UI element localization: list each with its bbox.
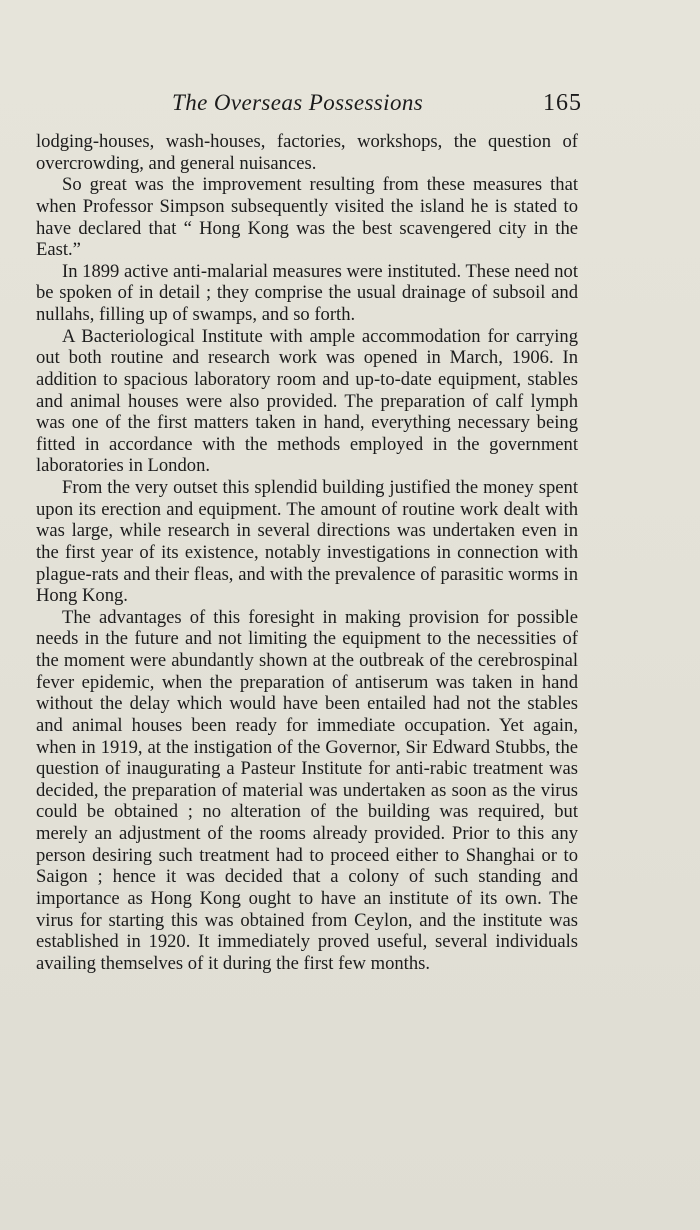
paragraph-anti-malarial: In 1899 active anti-malarial measures were instituted. These need not be spoken of in detail ; they comprise the usual drainage of subsoil and nullahs, filling up of swamps, and so forth. xyxy=(36,260,578,325)
paragraph-improvement: So great was the improvement resulting from these measures that when Professor Simpson subsequently visited the island he is stated to have declared that “ Hong Kong was the best scavengered city in the East.” xyxy=(36,174,578,261)
paragraph-outset: From the very outset this splendid building justified the money spent upon its erection and equipment. The amount of routine work dealt with was large, while research in several directions was undertaken even in the first year of its existence, notably investigations in connection with plague-rats and their fleas, and with the prevalence of parasitic worms in Hong Kong. xyxy=(36,477,578,607)
paragraph-continuation: lodging-houses, wash-houses, factories, workshops, the question of overcrowding, and general nuisances. xyxy=(36,131,578,174)
running-title: The Overseas Possessions xyxy=(172,90,424,115)
paragraph-bacteriological-institute: A Bacteriological Institute with ample accommodation for carrying out both routine and research work was opened in March, 1906. In addition to spacious laboratory room and up-to-date equipment, stables and animal houses were also provided. The preparation of calf lymph was one of the first matters taken in hand, everything necessary being fitted in accordance with the methods employed in the government laboratories in London. xyxy=(36,325,578,477)
running-header xyxy=(36,86,582,120)
paragraph-foresight: The advantages of this foresight in making provision for possible needs in the future and not limiting the equipment to the necessities of the moment were abundantly shown at the outbreak of the cerebrospinal fever epidemic, when the preparation of antiserum was taken in hand without the delay which would have been entailed had not the stables and animal houses been ready for immediate occupation. Yet again, when in 1919, at the instigation of the Governor, Sir Edward Stubbs, the question of inaugurating a Pasteur Institute for anti-rabic treatment was decided, the preparation of material was undertaken as soon as the virus could be obtained ; no alteration of the building was required, but merely an adjustment of the rooms already provided. Prior to this any person desiring such treatment had to proceed either to Shanghai or to Saigon ; hence it was decided that a colony of such standing and importance as Hong Kong ought to have an institute of its own. The virus for starting this was obtained from Ceylon, and the institute was established in 1920. It immediately proved useful, several individuals availing themselves of it during the first few months. xyxy=(36,606,578,974)
body-text xyxy=(36,131,578,974)
page-number: 165 xyxy=(543,90,582,116)
